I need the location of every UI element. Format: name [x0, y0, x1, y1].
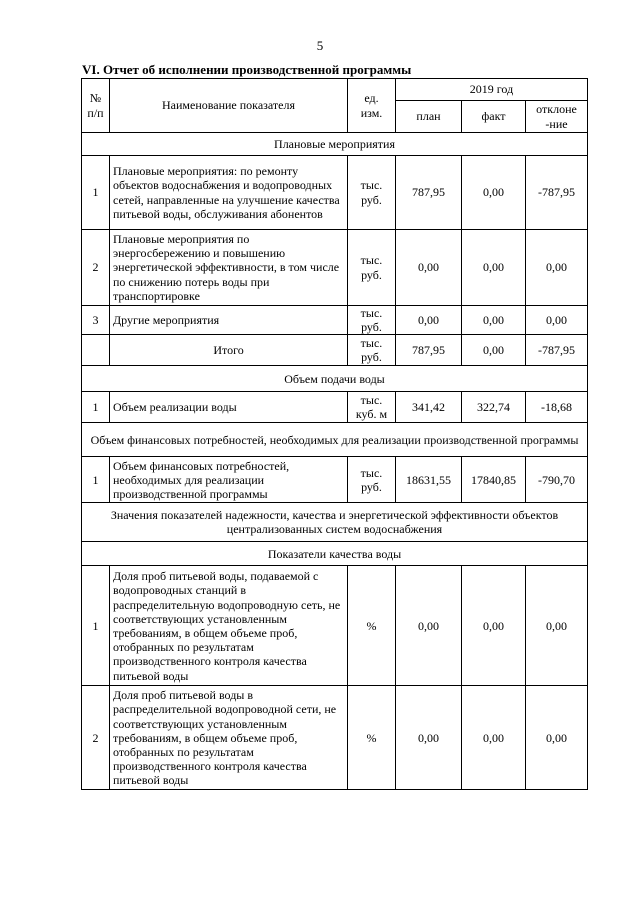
- section-planned: Плановые мероприятия: [82, 133, 588, 156]
- row-name: Другие мероприятия: [110, 306, 348, 335]
- table-row: [82, 686, 588, 790]
- section-reliability: Значения показателей надежности, качества и энергетической эффективности объектов централизованных систем водоснабжения: [82, 503, 588, 542]
- row-fact: 17840,85: [462, 457, 526, 503]
- row-fact: 322,74: [462, 392, 526, 423]
- row-unit: тыс. руб.: [348, 306, 396, 335]
- row-unit: тыс. руб.: [348, 156, 396, 230]
- row-plan: 0,00: [396, 230, 462, 306]
- row-num: [82, 335, 110, 366]
- row-num: 1: [82, 392, 110, 423]
- row-fact: 0,00: [462, 306, 526, 335]
- row-fact: 0,00: [462, 156, 526, 230]
- section-quality: Показатели качества воды: [82, 542, 588, 566]
- header-year: 2019 год: [396, 79, 588, 101]
- section-volume: Объем подачи воды: [82, 366, 588, 392]
- section-title: VI. Отчет об исполнении производственной программы: [82, 62, 412, 77]
- row-name: Итого: [110, 335, 348, 366]
- row-deviation: 0,00: [526, 306, 588, 335]
- section-financial: Объем финансовых потребностей, необходимых для реализации производственной программы: [82, 423, 588, 457]
- row-num: 2: [82, 230, 110, 306]
- header-name: Наименование показателя: [110, 79, 348, 133]
- row-name: Плановые мероприятия: по ремонту объектов водоснабжения и водопроводных сетей, направленные на улучшение качества питьевой воды, обслуживания абонентов: [110, 156, 348, 230]
- row-plan: 341,42: [396, 392, 462, 423]
- row-deviation: -790,70: [526, 457, 588, 503]
- table-row: [82, 230, 588, 306]
- row-name: Доля проб питьевой воды в распределительной водопроводной сети, не соответствующих установленным требованиям, в общем объеме проб, отобранных по результатам производственного контроля качества питьевой воды: [110, 686, 348, 790]
- report-table: [81, 78, 588, 790]
- table-row: [82, 306, 588, 335]
- row-deviation: -18,68: [526, 392, 588, 423]
- row-fact: 0,00: [462, 335, 526, 366]
- row-name: Объем финансовых потребностей, необходимых для реализации производственной программы: [110, 457, 348, 503]
- header-unit: ед. изм.: [348, 79, 396, 133]
- table-row: [82, 566, 588, 686]
- row-deviation: 0,00: [526, 566, 588, 686]
- row-name: Доля проб питьевой воды, подаваемой с водопроводных станций в распределительную водопроводную сеть, не соответствующих установленным требованиям, в общем объеме проб, отобранных по результатам производственного контроля качества питьевой воды: [110, 566, 348, 686]
- total-row: [82, 335, 588, 366]
- row-unit: тыс. руб.: [348, 230, 396, 306]
- row-num: 3: [82, 306, 110, 335]
- row-plan: 0,00: [396, 566, 462, 686]
- row-plan: 787,95: [396, 156, 462, 230]
- page-number: 5: [316, 38, 324, 53]
- row-name: Плановые мероприятия по энергосбережению и повышению энергетической эффективности, в том числе по снижению потерь воды при транспортировке: [110, 230, 348, 306]
- table-row: [82, 457, 588, 503]
- row-num: 1: [82, 566, 110, 686]
- header-num: № п/п: [82, 79, 110, 133]
- row-plan: 0,00: [396, 306, 462, 335]
- row-deviation: 0,00: [526, 230, 588, 306]
- row-unit: тыс. руб.: [348, 335, 396, 366]
- row-unit: %: [348, 566, 396, 686]
- row-num: 1: [82, 156, 110, 230]
- header-fact: факт: [462, 101, 526, 133]
- row-plan: 787,95: [396, 335, 462, 366]
- row-fact: 0,00: [462, 686, 526, 790]
- header-deviation: отклоне -ние: [526, 101, 588, 133]
- row-num: 1: [82, 457, 110, 503]
- row-unit: %: [348, 686, 396, 790]
- row-deviation: -787,95: [526, 156, 588, 230]
- row-deviation: -787,95: [526, 335, 588, 366]
- row-fact: 0,00: [462, 230, 526, 306]
- header-plan: план: [396, 101, 462, 133]
- row-plan: 0,00: [396, 686, 462, 790]
- row-unit: тыс. руб.: [348, 457, 396, 503]
- row-fact: 0,00: [462, 566, 526, 686]
- row-unit: тыс. куб. м: [348, 392, 396, 423]
- table-row: [82, 392, 588, 423]
- row-name: Объем реализации воды: [110, 392, 348, 423]
- table-row: [82, 156, 588, 230]
- row-num: 2: [82, 686, 110, 790]
- row-deviation: 0,00: [526, 686, 588, 790]
- row-plan: 18631,55: [396, 457, 462, 503]
